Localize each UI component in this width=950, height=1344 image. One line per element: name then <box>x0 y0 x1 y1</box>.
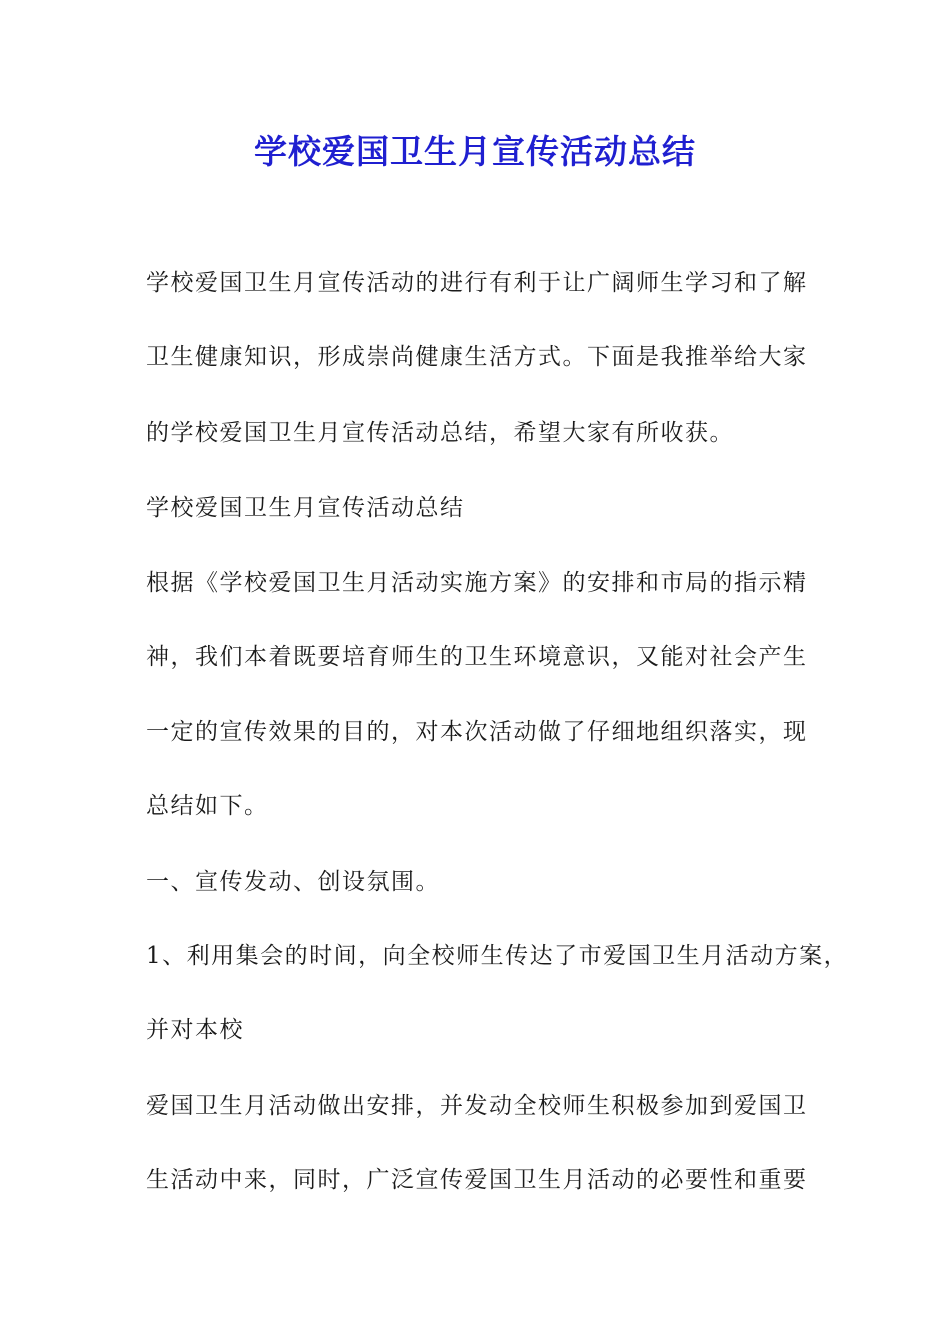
section-heading: 一、宣传发动、创设氛围。 <box>146 869 440 895</box>
paragraph-line: 总结如下。 <box>146 793 269 819</box>
paragraph-line: 一定的宣传效果的目的，对本次活动做了仔细地组织落实，现 <box>146 719 808 745</box>
paragraph-line: 学校爱国卫生月宣传活动的进行有利于让广阔师生学习和了解 <box>146 270 808 296</box>
paragraph-line: 生活动中来，同时，广泛宣传爱国卫生月活动的必要性和重要 <box>146 1167 808 1193</box>
document-title: 学校爱国卫生月宣传活动总结 <box>254 132 696 171</box>
paragraph-line: 的学校爱国卫生月宣传活动总结，希望大家有所收获。 <box>146 420 734 446</box>
paragraph-line: 爱国卫生月活动做出安排，并发动全校师生积极参加到爱国卫 <box>146 1093 808 1119</box>
paragraph-line: 神，我们本着既要培育师生的卫生环境意识，又能对社会产生 <box>146 644 808 670</box>
paragraph-line: 1、利用集会的时间，向全校师生传达了市爱国卫生月活动方案， <box>146 943 849 969</box>
paragraph-line: 并对本校 <box>146 1017 244 1043</box>
paragraph-line: 卫生健康知识，形成崇尚健康生活方式。下面是我推举给大家 <box>146 344 808 370</box>
section-heading: 学校爱国卫生月宣传活动总结 <box>146 495 465 521</box>
paragraph-line: 根据《学校爱国卫生月活动实施方案》的安排和市局的指示精 <box>146 570 808 596</box>
